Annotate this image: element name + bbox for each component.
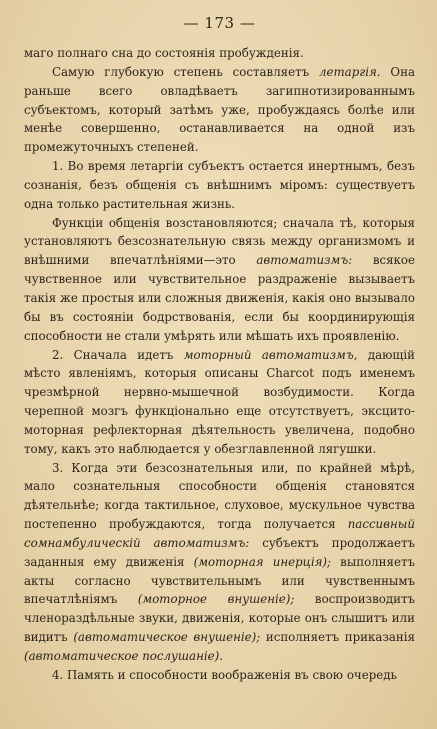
paragraph xyxy=(24,346,415,459)
italic-term: летаргія. xyxy=(319,64,381,79)
text-run: воспроизводитъ членораздѣльные звуки, движенія, которые онъ слышитъ или видитъ xyxy=(24,592,415,645)
page-body xyxy=(24,44,415,685)
text-run: Самую глубокую степень составляетъ xyxy=(52,64,319,79)
text-run: дающій мѣсто явленіямъ, которыя описаны Charcot подъ именемъ чрезмѣрной нервно-мышечной возбудимости. Когда черепной мозгъ функціонально еще отсутствуетъ, эксцито-моторная рефлекторная дѣятельность увеличена, подобно тому, какъ это наблюдается у обезглавленной лягушки. xyxy=(24,347,415,456)
text-run: Она раньше всего овладѣваетъ загипнотизированнымъ субъектомъ, который затѣмъ уже, пробуждаясь болѣе или менѣе совершенно, останавливается на одной изъ промежуточныхъ степеней. xyxy=(24,64,415,155)
italic-term: (автоматическое послушаніе). xyxy=(24,649,223,663)
italic-term: автоматизмъ: xyxy=(256,253,353,268)
page-number: — 173 — xyxy=(183,14,256,32)
paragraph xyxy=(24,459,415,666)
text-run: исполняетъ приказанія xyxy=(260,630,415,645)
italic-term: (моторная инерція); xyxy=(193,554,332,569)
text-run: субъектъ продолжаетъ заданныя ему движенія xyxy=(24,535,415,569)
italic-term: пассивный сомнамбулическій автоматизмъ: xyxy=(24,517,415,550)
text-run: 4. Память и способности воображенія въ свою очередь xyxy=(52,667,397,682)
paragraph xyxy=(24,214,415,346)
text-run: Функціи общенія возстановляются; сначала тѣ, которыя установляютъ безсознательную связь между организмомъ и внѣшними впечатлѣніями—это xyxy=(24,215,415,268)
text-run: маго полнаго сна до состоянія пробужденія. xyxy=(24,46,304,60)
text-run: 1. Во время летаргіи субъектъ остается инертнымъ, безъ сознанія, безъ общенія съ внѣшнимъ міромъ: существуетъ одна только растительная жизнь. xyxy=(24,159,415,211)
text-run: 2. Сначала идетъ xyxy=(52,347,184,362)
italic-term: (автоматическое внушеніе); xyxy=(73,630,261,645)
text-run: 3. Когда эти безсознательныя или, по крайней мѣрѣ, мало сознательныя способности общенія становятся дѣятельнѣе; когда тактильное, слуховое, мускульное чувства постепенно пробуждаются, тогда получается xyxy=(24,460,415,532)
italic-term: моторный автоматизмъ, xyxy=(183,347,358,362)
text-run: выполняетъ акты согласно чувствительнымъ или чувственнымъ впечатлѣніямъ xyxy=(24,554,415,607)
paragraph xyxy=(24,63,415,157)
text-run: всякое чувственное или чувствительное раздраженіе вызываетъ такія же простыя или сложныя движенія, какія оно вызывало бы въ состояніи бодрствованія, если бы координирующія способности не стали умѣрять или мѣшать ихъ проявленію. xyxy=(24,253,416,343)
paragraph xyxy=(24,666,415,685)
paragraph xyxy=(24,44,415,63)
paragraph xyxy=(24,157,415,214)
italic-term: (моторное внушеніе); xyxy=(137,592,295,607)
